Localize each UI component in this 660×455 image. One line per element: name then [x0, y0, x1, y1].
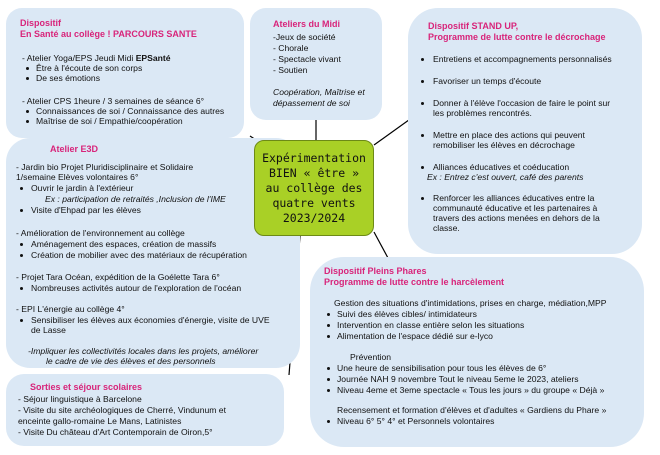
- e3d-l8: Création de mobilier avec des matériaux de récupération: [31, 250, 247, 260]
- bullet: [327, 378, 330, 381]
- bullet: [421, 80, 424, 83]
- ateliers-note-1: Coopération, Maîtrise et: [273, 87, 365, 97]
- ateliers-item-2: - Chorale: [273, 43, 309, 53]
- e3d-l5: Visite d'Ehpad par les élèves: [31, 205, 141, 215]
- sante-title-1: Dispositif: [20, 18, 62, 28]
- bullet: [327, 389, 330, 392]
- bullet: [327, 420, 330, 423]
- e3d-l14: -Impliquer les collectivités locales dans les projets, améliorer: [28, 346, 259, 356]
- bullet: [20, 243, 23, 246]
- bullet: [20, 254, 23, 257]
- bullet: [327, 324, 330, 327]
- phares-title-2: Programme de lutte contre le harcèlement: [324, 277, 505, 287]
- e3d-l15: le cadre de vie des élèves et des personnels: [46, 356, 216, 366]
- sorties-l4: - Visite Du château d'Art Contemporain de Oiron,5°: [18, 427, 213, 437]
- standup-b6d: classe.: [433, 223, 460, 233]
- bullet: [20, 209, 23, 212]
- bullet: [26, 67, 29, 70]
- standup-b2: Favoriser un temps d'écoute: [433, 76, 542, 86]
- central-line-3: au collège des: [265, 180, 363, 195]
- e3d-l6: - Amélioration de l'environnement au collège: [16, 228, 185, 238]
- phares-b4: Une heure de sensibilisation pour tous les élèves de 6°: [337, 363, 547, 373]
- standup-b6b: communauté éducative et les partenaires à: [433, 203, 598, 213]
- ateliers-note-2: dépassement de soi: [273, 98, 350, 108]
- phares-b3: Alimentation de l'espace dédié sur e-lyco: [337, 331, 493, 341]
- standup-b1: Entretiens et accompagnements personnalisés: [433, 54, 612, 64]
- ateliers-title: Ateliers du Midi: [273, 19, 341, 29]
- phares-l1: Gestion des situations d'intimidations, prises en charge, médiation,MPP: [334, 298, 607, 308]
- sante-cps-b2: Maîtrise de soi / Empathie/coopération: [36, 116, 183, 126]
- phares-recensement: Recensement et formation d'élèves et d'adultes « Gardiens du Phare »: [337, 405, 607, 415]
- sante-cps: - Atelier CPS 1heure / 3 semaines de séance 6°: [22, 96, 205, 106]
- sante-yoga: - Atelier Yoga/EPS Jeudi Midi EPSanté: [22, 53, 171, 63]
- bullet: [421, 197, 424, 200]
- standup-b3a: Donner à l'élève l'occasion de faire le point sur: [433, 98, 611, 108]
- central-line-2: BIEN « être »: [268, 165, 359, 180]
- bullet: [26, 120, 29, 123]
- central-title-box: [254, 140, 374, 236]
- bullet: [327, 335, 330, 338]
- e3d-l11: - EPI L'énergie au collège 4°: [16, 304, 125, 314]
- phares-b2: Intervention en classe entière selon les situations: [337, 320, 525, 330]
- bullet: [421, 102, 424, 105]
- ateliers-item-1: -Jeux de société: [273, 32, 336, 42]
- phares-b6: Niveau 4eme et 3eme spectacle « Tous les jours » du groupe « Déjà »: [337, 385, 605, 395]
- bullet: [20, 287, 23, 290]
- bullet: [421, 166, 424, 169]
- phares-b7: Niveau 6° 5° 4° et Personnels volontaires: [337, 416, 495, 426]
- e3d-l3: Ouvrir le jardin à l'extérieur: [31, 183, 134, 193]
- standup-b6c: travers des actions menées en dehors de la: [433, 213, 600, 223]
- standup-b5: Alliances éducatives et coéducation: [433, 162, 570, 172]
- sorties-title: Sorties et séjour scolaires: [30, 382, 143, 392]
- bullet: [20, 187, 23, 190]
- e3d-l9: - Projet Tara Océan, expédition de la Goélette Tara 6°: [16, 272, 220, 282]
- sorties-l1: - Séjour linguistique à Barcelone: [18, 394, 142, 404]
- sorties-l2: - Visite du site archéologiques de Cherré, Vindunum et: [18, 405, 226, 415]
- sante-cps-b1: Connaissances de soi / Connaissance des autres: [36, 106, 225, 116]
- connector-phares: [374, 232, 388, 258]
- bullet: [421, 58, 424, 61]
- e3d-l13: de Lasse: [31, 325, 66, 335]
- sante-title-2: En Santé au collège ! PARCOURS SANTE: [20, 29, 197, 39]
- standup-b4a: Mettre en place des actions qui peuvent: [433, 130, 585, 140]
- e3d-title: Atelier E3D: [50, 144, 99, 154]
- bullet: [327, 313, 330, 316]
- phares-prevention: Prévention: [350, 352, 392, 362]
- phares-b5: Journée NAH 9 novembre Tout le niveau 5eme le 2023, ateliers: [337, 374, 579, 384]
- phares-b1: Suivi des élèves cibles/ intimidateurs: [337, 309, 477, 319]
- standup-b4b: remobiliser les élèves en décrochage: [433, 140, 575, 150]
- central-line-4: quatre vents: [272, 195, 356, 210]
- sante-yoga-b1: Être à l'écoute de son corps: [36, 63, 143, 73]
- bullet: [20, 319, 23, 322]
- e3d-l4: Ex : participation de retraités ,Inclusion de l'IME: [45, 194, 226, 204]
- bullet: [327, 367, 330, 370]
- e3d-l12: Sensibiliser les élèves aux économies d'énergie, visite de UVE: [31, 315, 270, 325]
- standup-b6a: Renforcer les alliances éducatives entre la: [433, 193, 595, 203]
- central-line-1: Expérimentation: [262, 150, 366, 165]
- central-line-5: 2023/2024: [282, 210, 346, 225]
- e3d-l7: Aménagement des espaces, création de massifs: [31, 239, 217, 249]
- sorties-l3: enceinte gallo-romaine Le Mans, Latinistes: [18, 416, 182, 426]
- bullet: [26, 77, 29, 80]
- e3d-l10: Nombreuses activités autour de l'exploration de l'océan: [31, 283, 242, 293]
- phares-title-1: Dispositif Pleins Phares: [324, 266, 427, 276]
- e3d-l1: - Jardin bio Projet Pluridisciplinaire et Solidaire: [16, 162, 194, 172]
- standup-b5-example: Ex : Entrez c'est ouvert, café des parents: [427, 172, 584, 182]
- bullet: [26, 110, 29, 113]
- bullet: [421, 134, 424, 137]
- ateliers-item-3: - Spectacle vivant: [273, 54, 341, 64]
- sante-yoga-b2: De ses émotions: [36, 73, 101, 83]
- standup-title-1: Dispositif STAND UP,: [428, 21, 519, 31]
- e3d-l2: 1/semaine Elèves volontaires 6°: [16, 172, 139, 182]
- standup-title-2: Programme de lutte contre le décrochage: [428, 32, 606, 42]
- ateliers-item-4: - Soutien: [273, 65, 308, 75]
- standup-b3b: les problèmes rencontrés.: [433, 108, 532, 118]
